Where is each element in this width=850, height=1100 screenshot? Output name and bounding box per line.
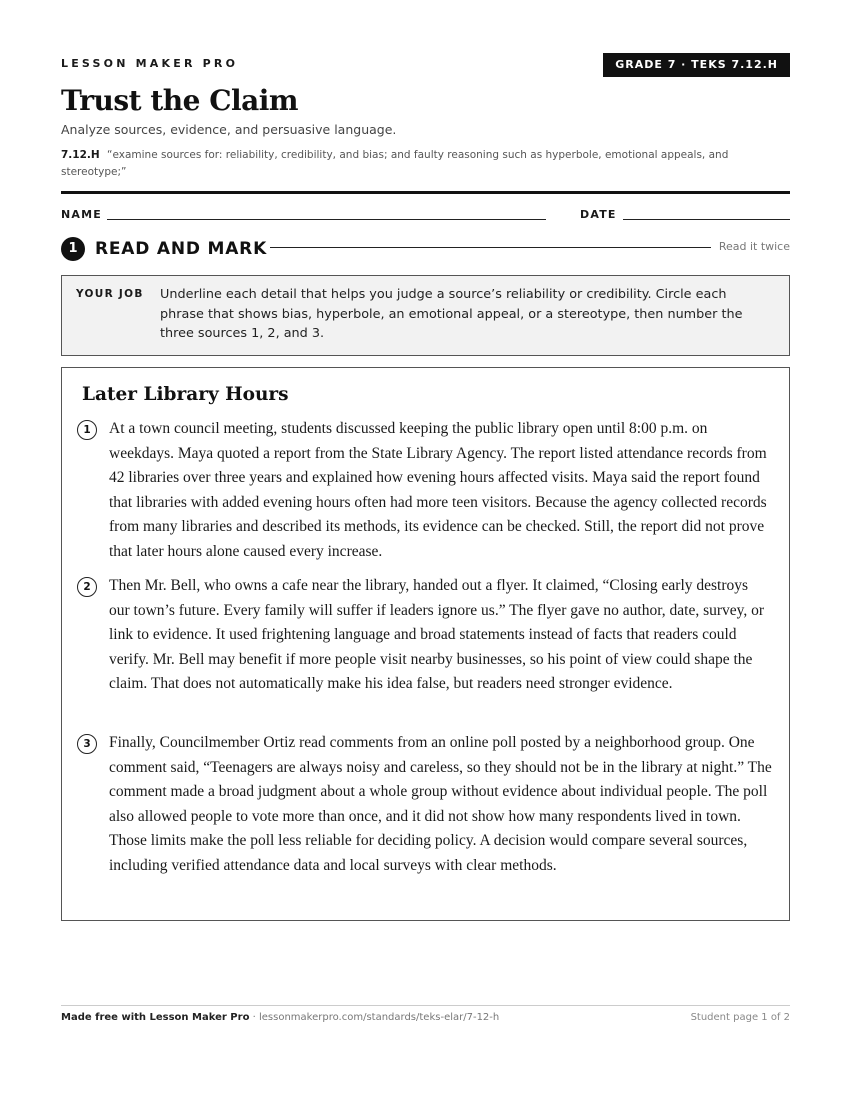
footer-made-with: Made free with Lesson Maker Pro: [61, 1012, 250, 1023]
standard-description: [61, 147, 761, 181]
name-field[interactable]: [107, 219, 546, 220]
section-number-badge: 1: [61, 237, 85, 261]
footer-page-label: Student page 1 of 2: [690, 1012, 790, 1023]
page-title: Trust the Claim: [61, 84, 299, 117]
standard-text: “examine sources for: reliability, credibility, and bias; and faulty reasoning such as hyperbole, emotional appeals, and stereotype;”: [61, 149, 729, 178]
instructions-box: [61, 275, 790, 356]
section-divider: [270, 247, 711, 248]
standard-code: 7.12.H: [61, 149, 100, 161]
section-note: Read it twice: [718, 240, 790, 253]
instructions-label: YOUR JOB: [76, 288, 144, 300]
passage-title: Later Library Hours: [82, 384, 289, 405]
paragraph-number-badge: 3: [77, 734, 97, 754]
date-field[interactable]: [623, 219, 790, 220]
page-subtitle: Analyze sources, evidence, and persuasive language.: [61, 122, 397, 137]
grade-badge: GRADE 7 · TEKS 7.12.H: [603, 53, 790, 77]
reading-passage: [61, 367, 790, 921]
paragraph-number-badge: 1: [77, 420, 97, 440]
passage-paragraph: Then Mr. Bell, who owns a cafe near the library, handed out a flyer. It claimed, “Closing early destroys our town’s future. Every family will suffer if leaders ignore us.” The flyer gave no author, date, survey, or link to evidence. It used frightening language and broad statements instead of facts that readers could verify. Mr. Bell may benefit if more people visit nearby businesses, so his point of view could shape the claim. That does not automatically make his idea false, but readers need stronger evidence.: [109, 577, 765, 692]
footer-credit: [61, 1012, 499, 1023]
brand-name: LESSON MAKER PRO: [61, 57, 239, 70]
name-label: NAME: [61, 208, 102, 221]
paragraph-number-badge: 2: [77, 577, 97, 597]
footer-divider: [61, 1005, 790, 1006]
footer-separator: ·: [249, 1012, 259, 1023]
worksheet-page: [61, 0, 790, 1100]
header-divider: [61, 191, 790, 194]
date-label: DATE: [580, 208, 617, 221]
footer-url[interactable]: lessonmakerpro.com/standards/teks-elar/7-12-h: [258, 1012, 500, 1023]
passage-paragraph: Finally, Councilmember Ortiz read comments from an online poll posted by a neighborhood group. One comment said, “Teenagers are always noisy and careless, so they should not be in the library at night.” The comment made a broad judgment about a whole group without evidence about individual people. The poll also allowed people to vote more than once, and it did not show how many respondents lived in town. Those limits make the poll less reliable for deciding policy. A decision would compare several sources, including verified attendance data and local surveys with clear methods.: [109, 734, 772, 874]
passage-paragraph: At a town council meeting, students discussed keeping the public library open until 8:00 p.m. on weekdays. Maya quoted a report from the State Library Agency. The report listed attendance records from 42 libraries over three years and explained how evening hours affected visits. Maya said the report found that libraries with added evening hours often had more teen visitors. Because the agency collected records from many libraries and described its methods, its evidence can be checked. Still, the report did not prove that later hours alone caused every increase.: [109, 420, 767, 560]
section-title: READ AND MARK: [95, 239, 268, 259]
instructions-text: Underline each detail that helps you judge a source’s reliability or credibility. Circle each phrase that shows bias, hyperbole, an emotional appeal, or a stereotype, then number the three sources 1, 2, and 3.: [160, 287, 743, 341]
